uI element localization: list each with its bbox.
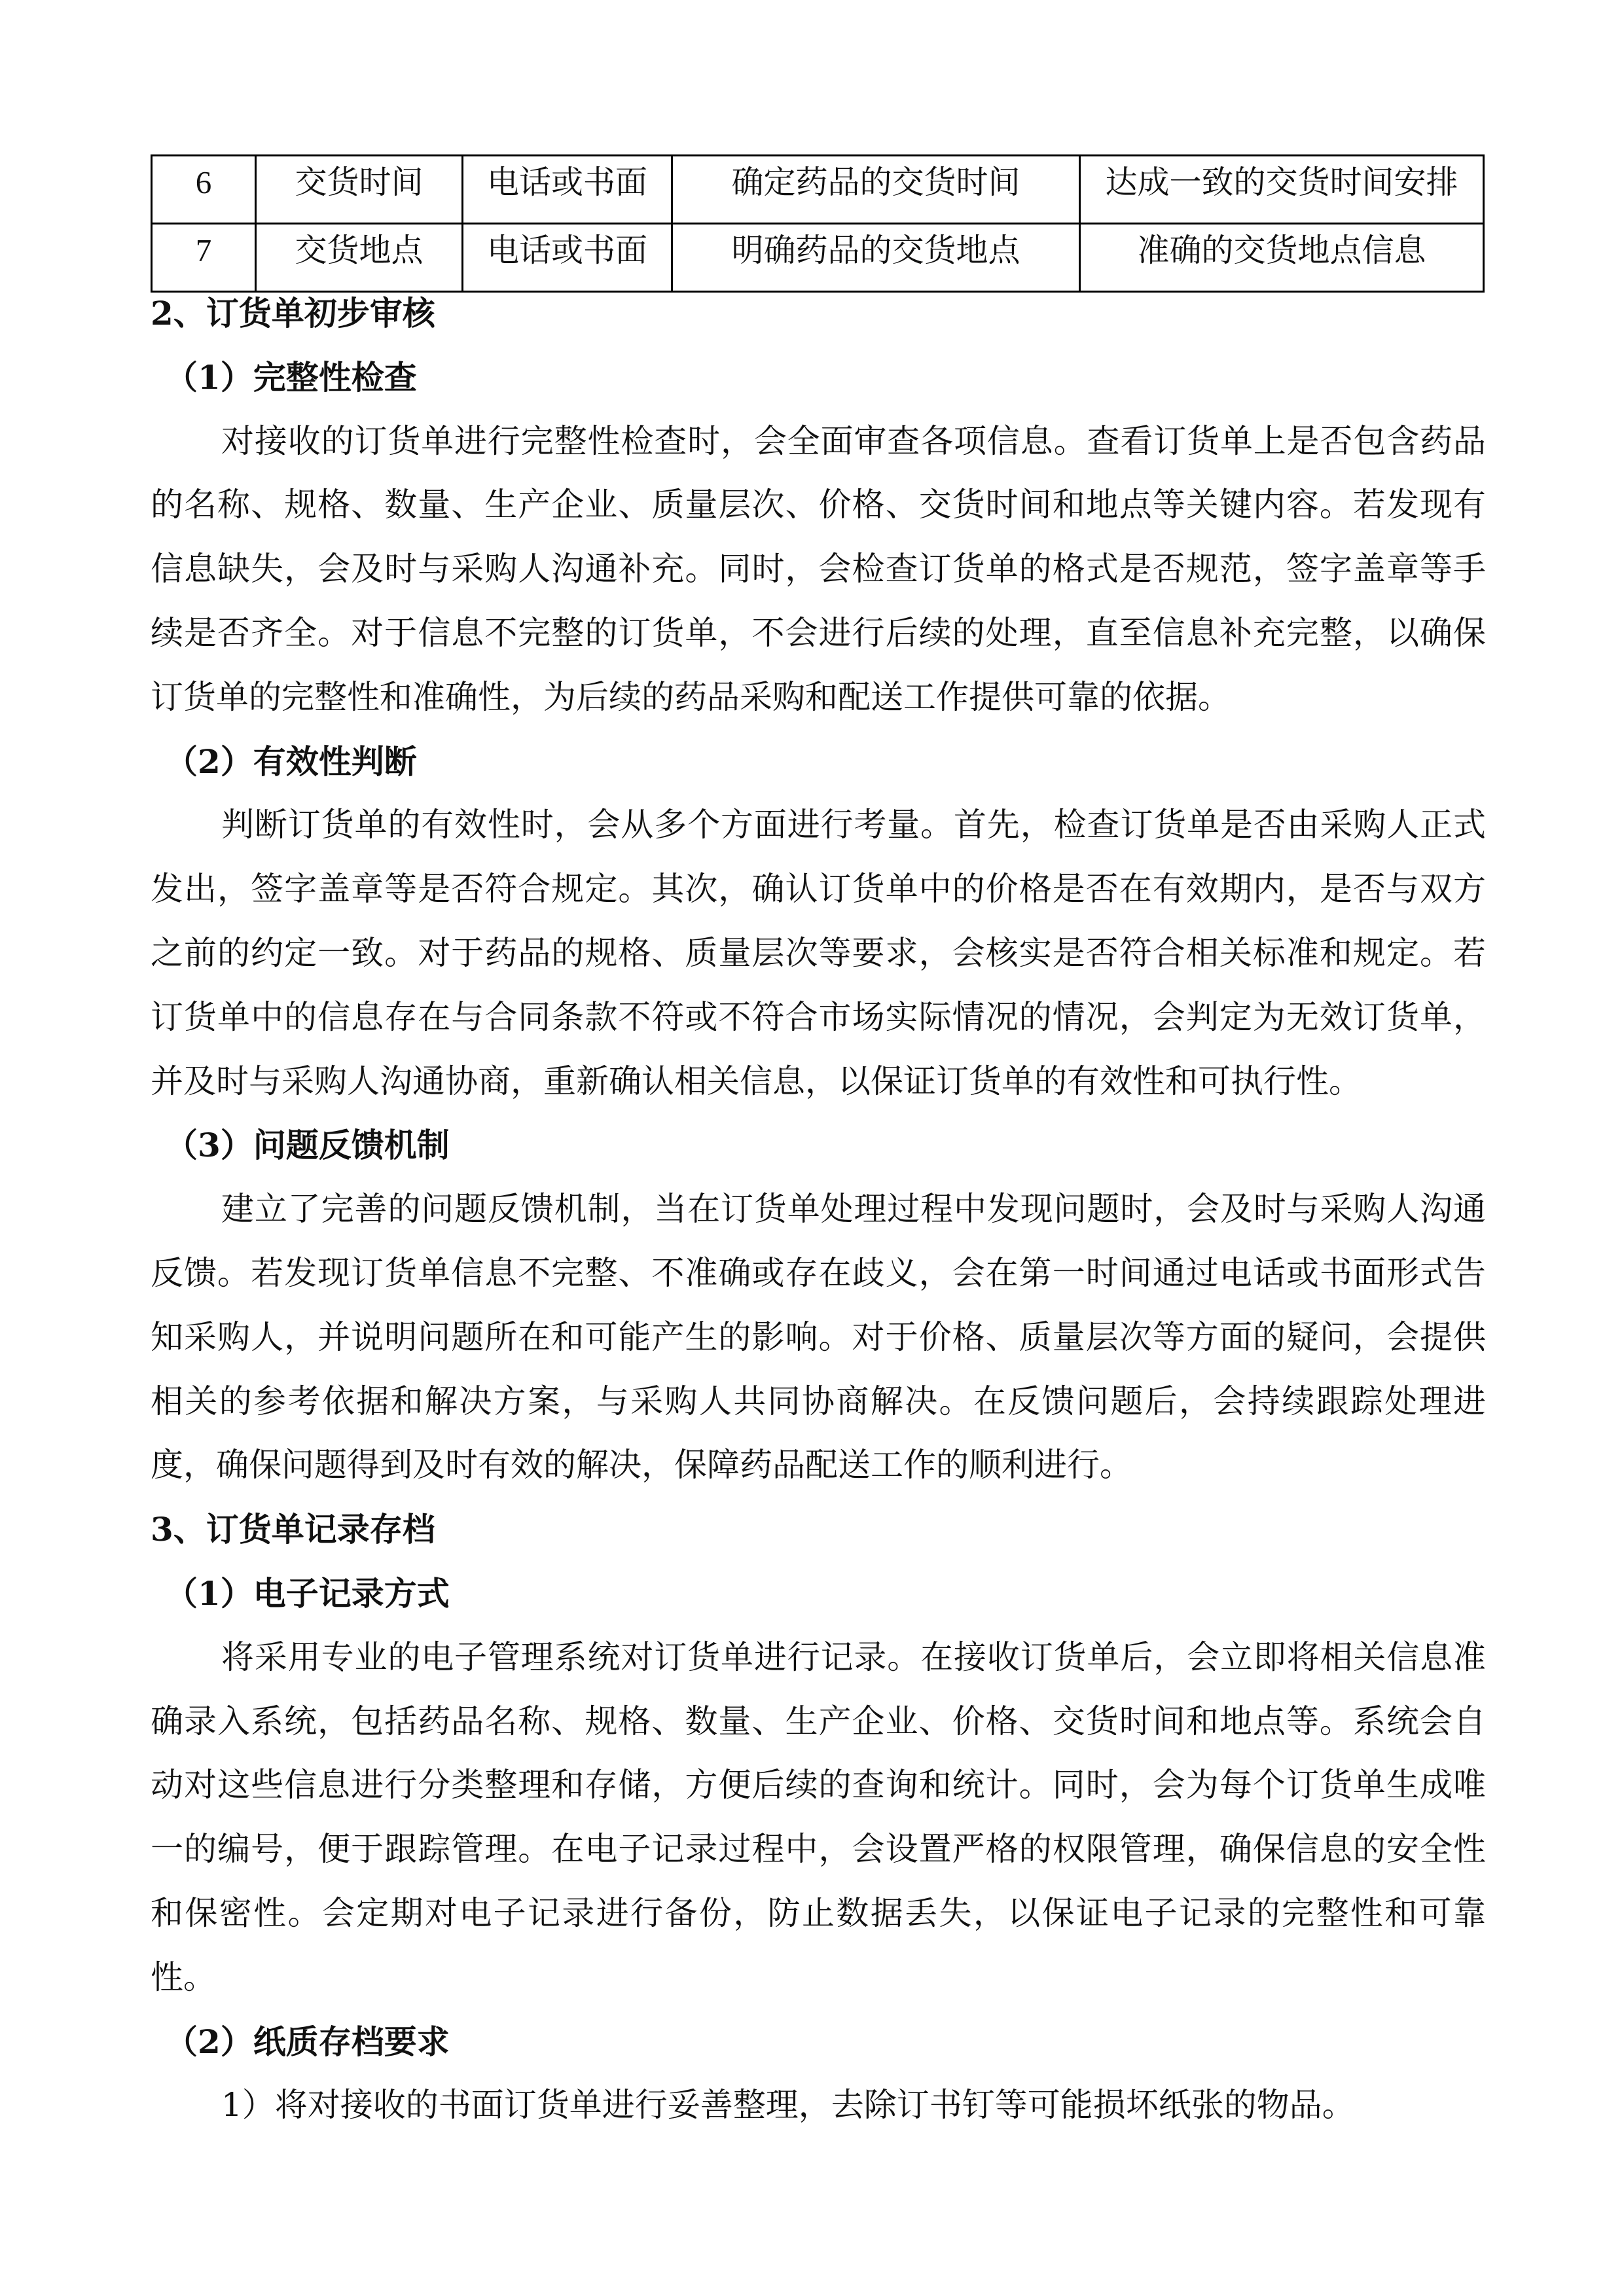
cell-method: 电话或书面 — [463, 156, 672, 224]
paragraph-line: 并及时与采购人沟通协商，重新确认相关信息，以保证订货单的有效性和可执行性。 — [151, 1062, 1362, 1100]
paragraph-line: 建立了完善的问题反馈机制，当在订货单处理过程中发现问题时，会及时与采购人沟通 — [221, 1190, 1486, 1229]
cell-purpose: 明确药品的交货地点 — [672, 224, 1080, 292]
paragraph-line: 动对这些信息进行分类整理和存储，方便后续的查询和统计。同时，会为每个订货单生成唯 — [151, 1766, 1486, 1804]
subsection-heading: （1）完整性检查 — [165, 357, 417, 397]
paragraph-line: 订货单的完整性和准确性，为后续的药品采购和配送工作提供可靠的依据。 — [151, 677, 1231, 716]
paragraph-line: 反馈。若发现订货单信息不完整、不准确或存在歧义，会在第一时间通过电话或书面形式告 — [151, 1253, 1486, 1292]
cell-method: 电话或书面 — [463, 224, 672, 292]
paragraph-line: 确录入系统，包括药品名称、规格、数量、生产企业、价格、交货时间和地点等。系统会自 — [151, 1702, 1486, 1740]
paragraph-line: 判断订货单的有效性时，会从多个方面进行考量。首先，检查订货单是否由采购人正式 — [221, 806, 1486, 844]
table-row — [152, 156, 1484, 224]
cell-item-name: 交货时间 — [256, 156, 463, 224]
section-heading: 3、订货单记录存档 — [151, 1510, 435, 1549]
paragraph-line: 一的编号，便于跟踪管理。在电子记录过程中，会设置严格的权限管理，确保信息的安全性 — [151, 1830, 1486, 1869]
paragraph-line: 和保密性。会定期对电子记录进行备份，防止数据丢失，以保证电子记录的完整性和可靠 — [151, 1893, 1486, 1932]
cell-row-number: 6 — [152, 156, 256, 224]
subsection-heading: （1）电子记录方式 — [165, 1573, 450, 1613]
section-heading: 2、订货单初步审核 — [151, 294, 435, 332]
paragraph-line: 知采购人，并说明问题所在和可能产生的影响。对于价格、质量层次等方面的疑问，会提供 — [151, 1318, 1486, 1356]
cell-result: 达成一致的交货时间安排 — [1080, 156, 1484, 224]
subsection-heading: （3）问题反馈机制 — [165, 1126, 450, 1165]
paragraph-line: 发出，签字盖章等是否符合规定。其次，确认订货单中的价格是否在有效期内，是否与双方 — [151, 870, 1486, 908]
paragraph-line: 续是否齐全。对于信息不完整的订货单，不会进行后续的处理，直至信息补充完整，以确保 — [151, 613, 1486, 652]
paragraph-line: 之前的约定一致。对于药品的规格、质量层次等要求，会核实是否符合相关标准和规定。若 — [151, 933, 1486, 972]
paragraph-line: 信息缺失，会及时与采购人沟通补充。同时，会检查订货单的格式是否规范，签字盖章等手 — [151, 550, 1486, 588]
paragraph-line: 的名称、规格、数量、生产企业、质量层次、价格、交货时间和地点等关键内容。若发现有 — [151, 486, 1486, 524]
list-item: 1）将对接收的书面订货单进行妥善整理，去除订书钉等可能损坏纸张的物品。 — [221, 2086, 1355, 2125]
cell-purpose: 确定药品的交货时间 — [672, 156, 1080, 224]
delivery-info-table — [151, 154, 1485, 293]
paragraph-line: 将采用专业的电子管理系统对订货单进行记录。在接收订货单后，会立即将相关信息准 — [221, 1638, 1486, 1676]
cell-item-name: 交货地点 — [256, 224, 463, 292]
paragraph-line: 度，确保问题得到及时有效的解决，保障药品配送工作的顺利进行。 — [151, 1446, 1132, 1484]
paragraph-line: 相关的参考依据和解决方案，与采购人共同协商解决。在反馈问题后，会持续跟踪处理进 — [151, 1382, 1486, 1420]
subsection-heading: （2）有效性判断 — [165, 742, 417, 781]
cell-row-number: 7 — [152, 224, 256, 292]
paragraph-line: 订货单中的信息存在与合同条款不符或不符合市场实际情况的情况，会判定为无效订货单， — [151, 997, 1486, 1036]
subsection-heading: （2）纸质存档要求 — [165, 2022, 450, 2061]
paragraph-line: 对接收的订货单进行完整性检查时，会全面审查各项信息。查看订货单上是否包含药品 — [221, 422, 1486, 460]
cell-result: 准确的交货地点信息 — [1080, 224, 1484, 292]
document-body — [151, 281, 1486, 2138]
paragraph-line: 性。 — [151, 1958, 216, 1996]
